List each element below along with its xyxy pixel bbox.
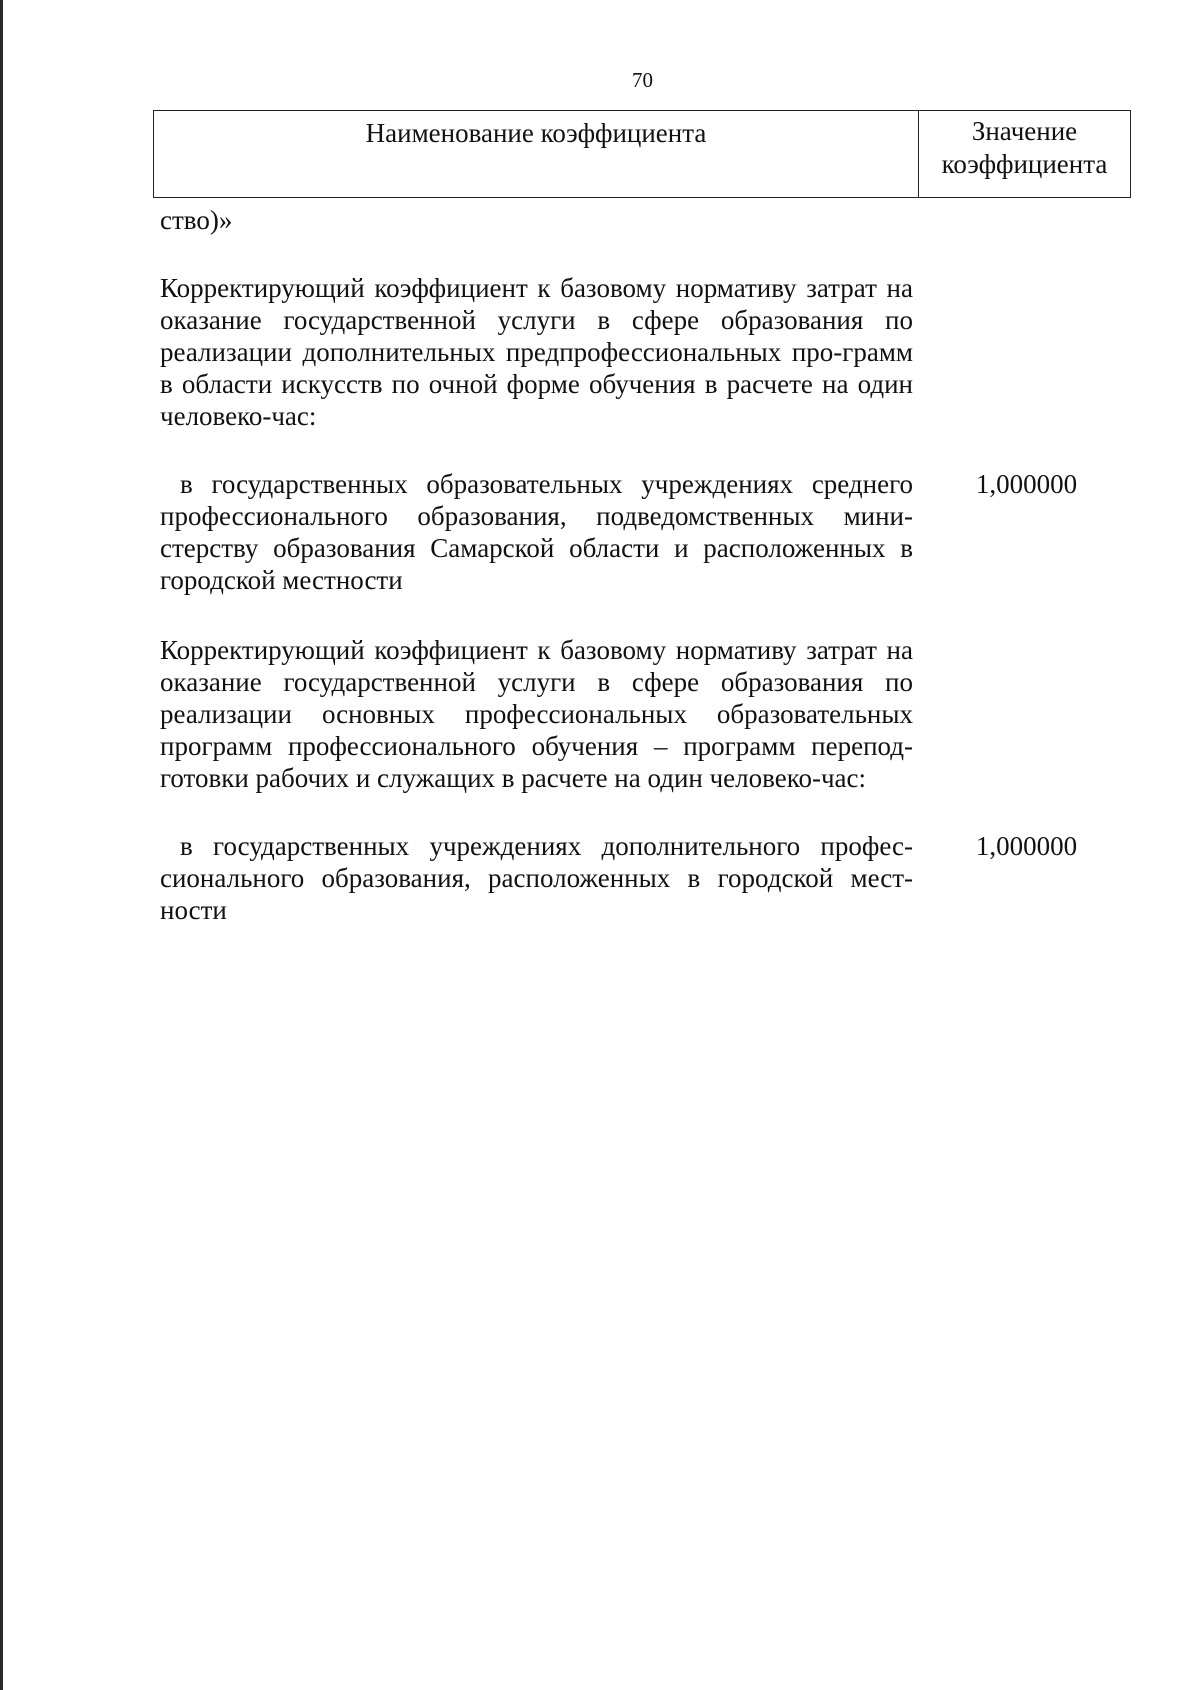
table-row bbox=[160, 830, 1130, 926]
coefficient-section-1 bbox=[160, 272, 1130, 596]
section-heading: Корректирующий коэффициент к базовому нормативу затрат на оказание государственной услуги в сфере образования по реализации дополнительных предпрофессиональных про-грамм в области искусств по очной форме обучения в расчете на один человеко-час: bbox=[160, 273, 913, 431]
row-description: в государственных учреждениях дополнительного профес-сионального образования, расположенных в городской мест-ности bbox=[160, 831, 913, 925]
section-heading: Корректирующий коэффициент к базовому нормативу затрат на оказание государственной услуги в сфере образования по реализации основных профессиональных образовательных программ профессионального обучения – программ перепод-готовки рабочих и служащих в расчете на один человеко-час: bbox=[160, 635, 913, 793]
scan-edge bbox=[0, 0, 3, 1690]
continuation-fragment: ство)» bbox=[160, 205, 233, 235]
header-value-column: Значение коэффициента bbox=[941, 116, 1108, 179]
row-coefficient-value: 1,000000 bbox=[975, 831, 1078, 861]
table-row bbox=[160, 468, 1130, 596]
row-coefficient-value: 1,000000 bbox=[975, 469, 1078, 499]
table-body bbox=[160, 204, 1130, 964]
row-description: в государственных образовательных учреждениях среднего профессионального образования, подведомственных мини-стерству образования Самарской области и расположенных в городской местности bbox=[160, 469, 913, 595]
coefficient-section-2 bbox=[160, 634, 1130, 926]
table-header bbox=[153, 110, 1131, 198]
header-name-column: Наименование коэффициента bbox=[154, 111, 919, 197]
page-number: 70 bbox=[632, 68, 653, 92]
